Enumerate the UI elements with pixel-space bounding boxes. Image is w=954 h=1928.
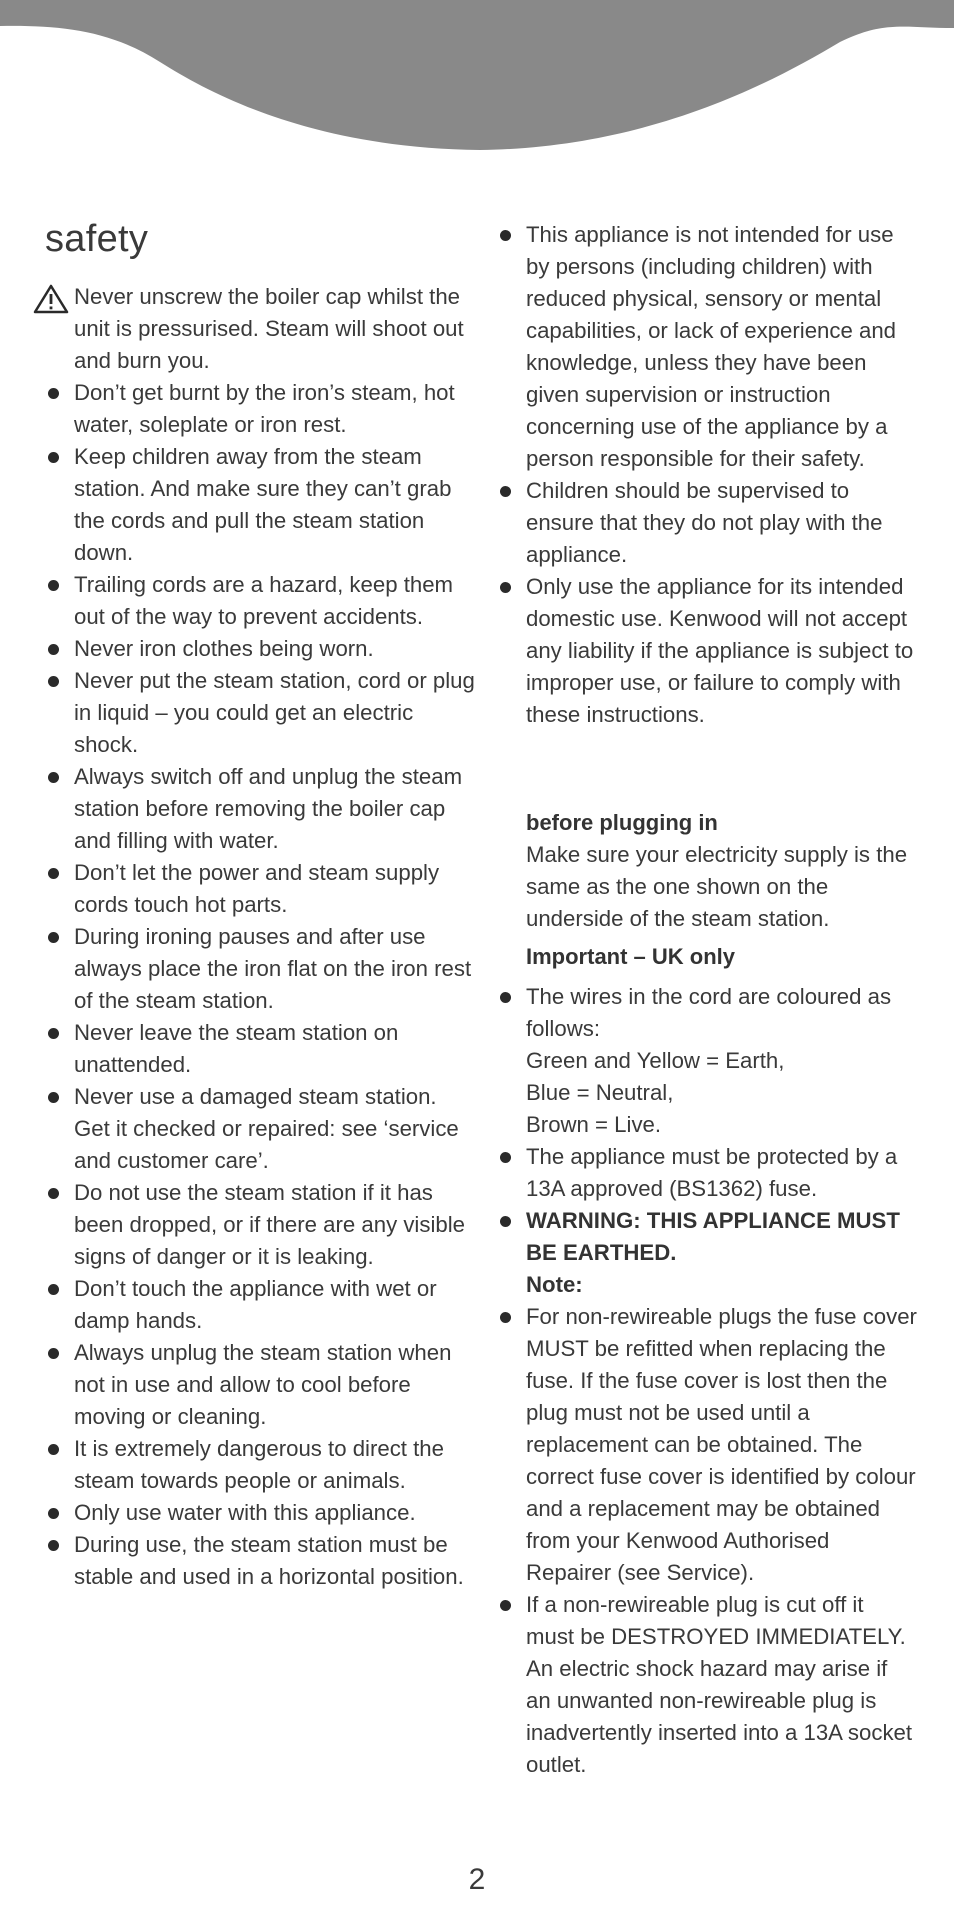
bullet-icon	[500, 582, 511, 593]
before-plugging-heading: before plugging in	[526, 810, 718, 835]
bullet-icon	[48, 580, 59, 591]
wire-live-text: Brown = Live.	[526, 1112, 662, 1137]
bullet-icon	[48, 676, 59, 687]
list-item	[45, 1177, 475, 1273]
bullet-icon	[500, 1152, 511, 1163]
list-item	[45, 1081, 475, 1177]
important-uk-heading: Important – UK only	[526, 944, 736, 969]
bullet-icon	[500, 486, 511, 497]
bullet-icon	[500, 1216, 511, 1227]
list-item-text: Never use a damaged steam station. Get it checked or repaired: see ‘service and customer care’.	[74, 1084, 459, 1173]
safety-list-left	[45, 281, 475, 1593]
bullet-icon	[48, 644, 59, 655]
list-item-text: Always switch off and unplug the steam station before removing the boiler cap and filling with water.	[74, 764, 463, 853]
list-item-text: Don’t touch the appliance with wet or damp hands.	[74, 1276, 437, 1333]
safety-list-right	[497, 219, 917, 731]
list-item	[497, 1301, 917, 1589]
list-item	[45, 921, 475, 1017]
list-item-text: Never leave the steam station on unattended.	[74, 1020, 399, 1077]
warning-triangle-icon	[33, 284, 69, 314]
wires-intro-text: The wires in the cord are coloured as follows:	[526, 984, 892, 1041]
bullet-icon	[500, 1600, 511, 1611]
bullet-icon	[48, 1540, 59, 1551]
header-wave-decoration	[0, 0, 954, 160]
page-title: safety	[45, 218, 149, 260]
list-item	[45, 857, 475, 921]
bullet-icon	[500, 992, 511, 1003]
list-item	[45, 633, 475, 665]
bullet-icon	[500, 1312, 511, 1323]
list-item	[45, 1017, 475, 1081]
bullet-icon	[48, 1284, 59, 1295]
list-item	[497, 981, 917, 1141]
earthed-warning: WARNING: THIS APPLIANCE MUST BE EARTHED.	[526, 1208, 900, 1265]
list-item	[45, 281, 475, 377]
list-item	[497, 219, 917, 475]
list-item	[497, 571, 917, 731]
list-item-text: Trailing cords are a hazard, keep them out of the way to prevent accidents.	[74, 572, 454, 629]
bullet-icon	[48, 388, 59, 399]
list-item	[45, 1529, 475, 1593]
list-item	[497, 1205, 917, 1301]
list-item-text: Never put the steam station, cord or plug in liquid – you could get an electric shock.	[74, 668, 475, 757]
list-item	[45, 569, 475, 633]
list-item	[45, 1433, 475, 1497]
list-item-text: Only use the appliance for its intended domestic use. Kenwood will not accept any liability if the appliance is subject to improper use, or failure to comply with these instructions.	[526, 574, 914, 727]
bullet-icon	[48, 1348, 59, 1359]
bullet-icon	[48, 1028, 59, 1039]
list-item	[45, 377, 475, 441]
wire-neutral-text: Blue = Neutral,	[526, 1080, 674, 1105]
list-item-text: Only use water with this appliance.	[74, 1500, 416, 1525]
list-item-text: During ironing pauses and after use always place the iron flat on the iron rest of the steam station.	[74, 924, 472, 1013]
fuse-text: The appliance must be protected by a 13A approved (BS1362) fuse.	[526, 1144, 898, 1201]
list-item	[45, 665, 475, 761]
list-item-text: Never iron clothes being worn.	[74, 636, 374, 661]
list-item-text: Children should be supervised to ensure that they do not play with the appliance.	[526, 478, 883, 567]
bullet-icon	[48, 868, 59, 879]
list-item-text: Don’t let the power and steam supply cords touch hot parts.	[74, 860, 440, 917]
note-text: For non-rewireable plugs the fuse cover MUST be refitted when replacing the fuse. If the fuse cover is lost then the plug must not be used until a replacement can be obtained. The correct fuse cover is identified by colour and a replacement may be obtained from your Kenwood Authorised Repairer (see Service).	[526, 1304, 917, 1585]
list-item-text: Always unplug the steam station when not in use and allow to cool before moving or cleaning.	[74, 1340, 452, 1429]
list-item-text: Don’t get burnt by the iron’s steam, hot water, soleplate or iron rest.	[74, 380, 455, 437]
before-plugging-text: Make sure your electricity supply is the same as the one shown on the underside of the steam station.	[526, 842, 908, 931]
list-item	[497, 1589, 917, 1781]
note-text: If a non-rewireable plug is cut off it must be DESTROYED IMMEDIATELY. An electric shock hazard may arise if an unwanted non-rewireable plug is inadvertently inserted into a 13A socket outlet.	[526, 1592, 913, 1777]
list-item	[45, 1337, 475, 1433]
bullet-icon	[48, 1444, 59, 1455]
bullet-icon	[48, 932, 59, 943]
list-item-text: During use, the steam station must be stable and used in a horizontal position.	[74, 1532, 464, 1589]
list-item-text: This appliance is not intended for use by persons (including children) with reduced physical, sensory or mental capabilities, or lack of experience and knowledge, unless they have been given supervision or instruction concerning use of the appliance by a person responsible for their safety.	[526, 222, 897, 471]
bullet-icon	[500, 230, 511, 241]
list-item	[497, 475, 917, 571]
list-item-text: Never unscrew the boiler cap whilst the unit is pressurised. Steam will shoot out and burn you.	[74, 284, 464, 373]
note-label: Note:	[526, 1272, 583, 1297]
list-item	[45, 761, 475, 857]
list-item	[45, 441, 475, 569]
bullet-icon	[48, 452, 59, 463]
page-number: 2	[468, 1863, 486, 1896]
list-item	[497, 1141, 917, 1205]
bullet-icon	[48, 1188, 59, 1199]
list-item	[45, 1273, 475, 1337]
bullet-icon	[48, 772, 59, 783]
wire-earth-text: Green and Yellow = Earth,	[526, 1048, 785, 1073]
bullet-icon	[48, 1508, 59, 1519]
list-item-text: Keep children away from the steam station. And make sure they can’t grab the cords and pull the steam station down.	[74, 444, 452, 565]
bullet-icon	[48, 1092, 59, 1103]
list-item	[45, 1497, 475, 1529]
list-item-text: Do not use the steam station if it has been dropped, or if there are any visible signs of danger or it is leaking.	[74, 1180, 465, 1269]
list-item-text: It is extremely dangerous to direct the steam towards people or animals.	[74, 1436, 444, 1493]
uk-wiring-list	[497, 981, 917, 1781]
